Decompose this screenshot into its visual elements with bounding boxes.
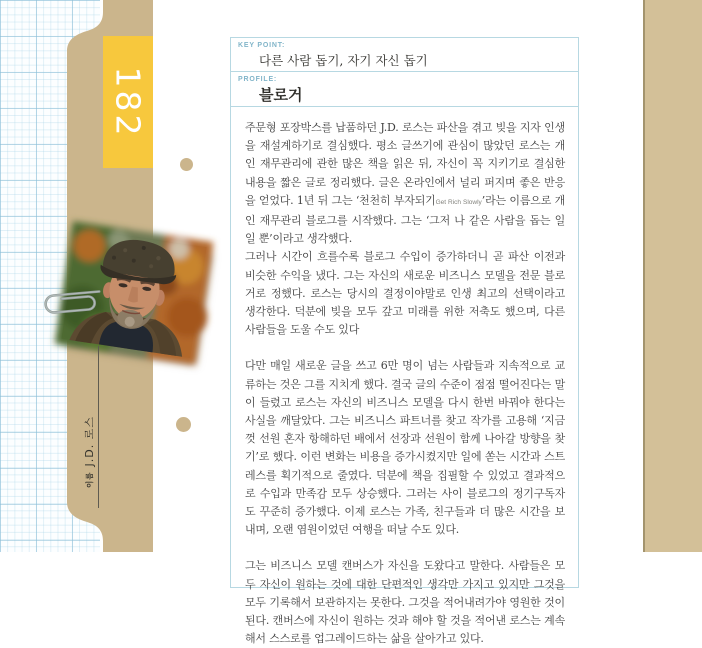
profile-label: PROFILE: (238, 76, 278, 83)
key-point-box (230, 37, 579, 72)
paperclip-icon (33, 283, 110, 321)
name-field-value: J.D. 로스 (83, 416, 96, 467)
page-number: 182 (108, 66, 148, 138)
key-point-label: KEY POINT: (238, 42, 286, 49)
inline-english-note: Get Rich Slowly (435, 198, 482, 206)
paragraph: 다만 매일 새로운 글을 쓰고 6만 명이 넘는 사람들과 지속적으로 교류하는 것은 그를 지치게 했다. 결국 글의 수준이 점점 떨어진다는 말이 들렸고 로스는 자신의 비즈니스 모델을 다시 한번 바꿔야 한다는 사실을 깨달았다. 그는 비즈니스 파트너를 찾고 작가를 고용해 ‘지금껏 선원 혼자 항해하던 배에서 선장과 선원이 함께 나아갈 방향을 찾기’로 했다. 이런 변화는 비용을 증가시켰지만 일에 쏟는 시간과 스트레스를 획기적으로 줄였다. 덕분에 책을 집필할 수 있었고 결과적으로 수입과 만족감 모두 상승했다. 그러는 사이 블로그의 정기구독자도 꾸준히 증가했다. 이제 로스는 가족, 친구들과 더 많은 시간을 보내며, 오랜 염원이었던 여행을 떠날 수도 있다. (245, 359, 565, 537)
key-point-text: 다른 사람 돕기, 자기 자신 돕기 (259, 53, 428, 68)
page-number-tab (103, 36, 153, 168)
name-field-label: 이름 (85, 471, 94, 488)
paragraph: 그는 비즈니스 모델 캔버스가 자신을 도왔다고 말한다. 사람들은 모두 자신이 원하는 것에 대한 단편적인 생각만 가지고 있지만 그것을 모두 기록해서 보관하지는 못한다. 그것을 적어내려가야 영원한 것이 된다. 캔버스에 자신이 원하는 것과 해야 할 것을 적어낸 로스는 계속해서 스스로를 업그레이드하는 삶을 살아가고 있다. (245, 559, 565, 646)
book-edge-band (643, 0, 702, 552)
profile-box (230, 71, 579, 107)
profile-title: 블로거 (259, 86, 303, 104)
paragraph-text: ’라는 이름으로 개인 재무관리 블로그를 시작했다. 그는 ‘그저 나 같은 사람을 돕는 일일 뿐’이라고 생각했다. (245, 193, 566, 246)
paragraph: 그러나 시간이 흐를수록 블로그 수입이 증가하더니 곧 파산 이전과 비슷한 수익을 냈다. 그는 자신의 새로운 비즈니스 모델을 전문 블로거로 정했다. 로스는 당시의 결정이야말로 인생 최고의 선택이라고 생각한다. 덕분에 빚을 모두 갚고 미래를 위한 저축도 했으며, 다른 사람들을 도울 수도 있다 (245, 250, 565, 337)
decorative-dot (180, 158, 193, 171)
content-panel (230, 37, 579, 646)
paragraph-text: 주문형 포장박스를 납품하던 J.D. 로스는 파산을 겪고 빚을 지자 인생을 재설계하기로 결심했다. 평소 글쓰기에 관심이 많았던 로스는 개인 재무관리에 관한 많은 책을 읽은 뒤, 자신이 꼭 지키기로 결심한 내용을 짧은 글로 정리했다. 글은 온라인에서 널리 퍼지며 좋은 반응을 얻었다. 1년 뒤 그는 ‘천천히 부자되기 (245, 121, 565, 207)
name-label (79, 346, 99, 508)
decorative-dot (176, 417, 191, 432)
profile-body-box (230, 106, 579, 646)
paragraph (245, 119, 565, 248)
